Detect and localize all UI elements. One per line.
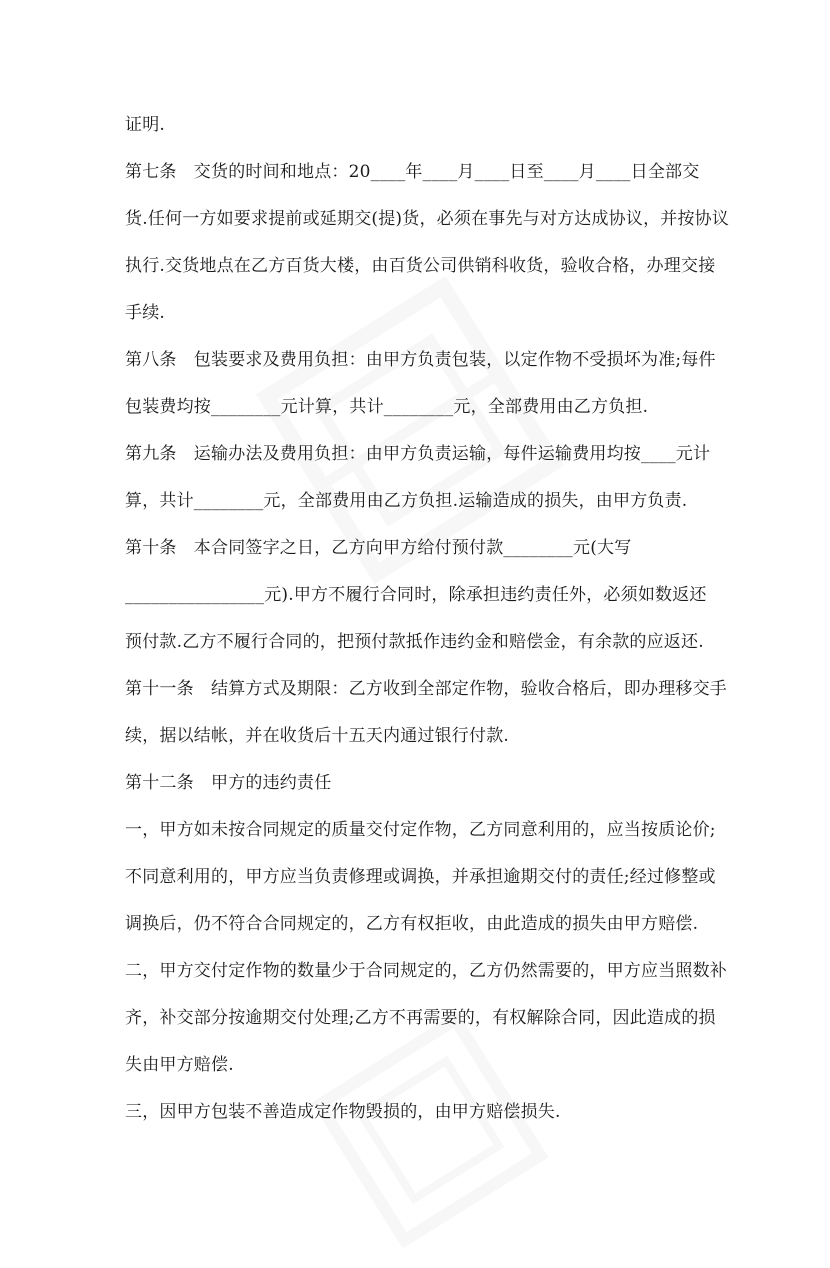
text-line: 续，据以结帐，并在收货后十五天内通过银行付款. xyxy=(125,726,510,746)
text-line: 证明. xyxy=(125,115,166,135)
text-line: 货.任何一方如要求提前或延期交(提)货，必须在事先与对方达成协议，并按协议 xyxy=(125,209,730,229)
article-11-heading-line: 第十一条 结算方式及期限：乙方收到全部定作物，验收合格后，即办理移交手 xyxy=(125,679,727,699)
text-line: 手续. xyxy=(125,303,166,323)
article-10-heading-line: 第十条 本合同签字之日，乙方向甲方给付预付款________元(大写 xyxy=(125,538,632,558)
article-8-heading-line: 第八条 包装要求及费用负担：由甲方负责包装，以定作物不受损坏为准;每件 xyxy=(125,350,716,370)
text-line: 包装费均按________元计算，共计________元，全部费用由乙方负担. xyxy=(125,397,649,417)
contract-body xyxy=(125,105,730,1139)
text-line: 算，共计________元，全部费用由乙方负担.运输造成的损失，由甲方负责. xyxy=(125,491,688,511)
clause-2-line: 二，甲方交付定作物的数量少于合同规定的，乙方仍然需要的，甲方应当照数补 xyxy=(125,961,727,981)
article-7-heading-line: 第七条 交货的时间和地点：20____年____月____日至____月____日全部交 xyxy=(125,162,700,182)
text-line: 执行.交货地点在乙方百货大楼，由百货公司供销科收货，验收合格，办理交接 xyxy=(125,256,716,276)
article-9-heading-line: 第九条 运输办法及费用负担：由甲方负责运输，每件运输费用均按____元计 xyxy=(125,444,711,464)
text-line: 齐，补交部分按逾期交付处理;乙方不再需要的，有权解除合同，因此造成的损 xyxy=(125,1008,716,1028)
text-line: 预付款.乙方不履行合同的，把预付款抵作违约金和赔偿金，有余款的应返还. xyxy=(125,632,704,652)
text-line: 失由甲方赔偿. xyxy=(125,1055,234,1075)
text-line: 不同意利用的，甲方应当负责修理或调换，并承担逾期交付的责任;经过修整或 xyxy=(125,867,716,887)
article-12-heading-line: 第十二条 甲方的违约责任 xyxy=(125,773,332,793)
clause-1-line: 一，甲方如未按合同规定的质量交付定作物，乙方同意利用的，应当按质论价; xyxy=(125,820,716,840)
clause-3-line: 三，因甲方包装不善造成定作物毁损的，由甲方赔偿损失. xyxy=(125,1102,561,1122)
text-line: 调换后，仍不符合合同规定的，乙方有权拒收，由此造成的损失由甲方赔偿. xyxy=(125,914,699,934)
text-line: ________________元).甲方不履行合同时，除承担违约责任外，必须如数返还 xyxy=(125,585,707,605)
